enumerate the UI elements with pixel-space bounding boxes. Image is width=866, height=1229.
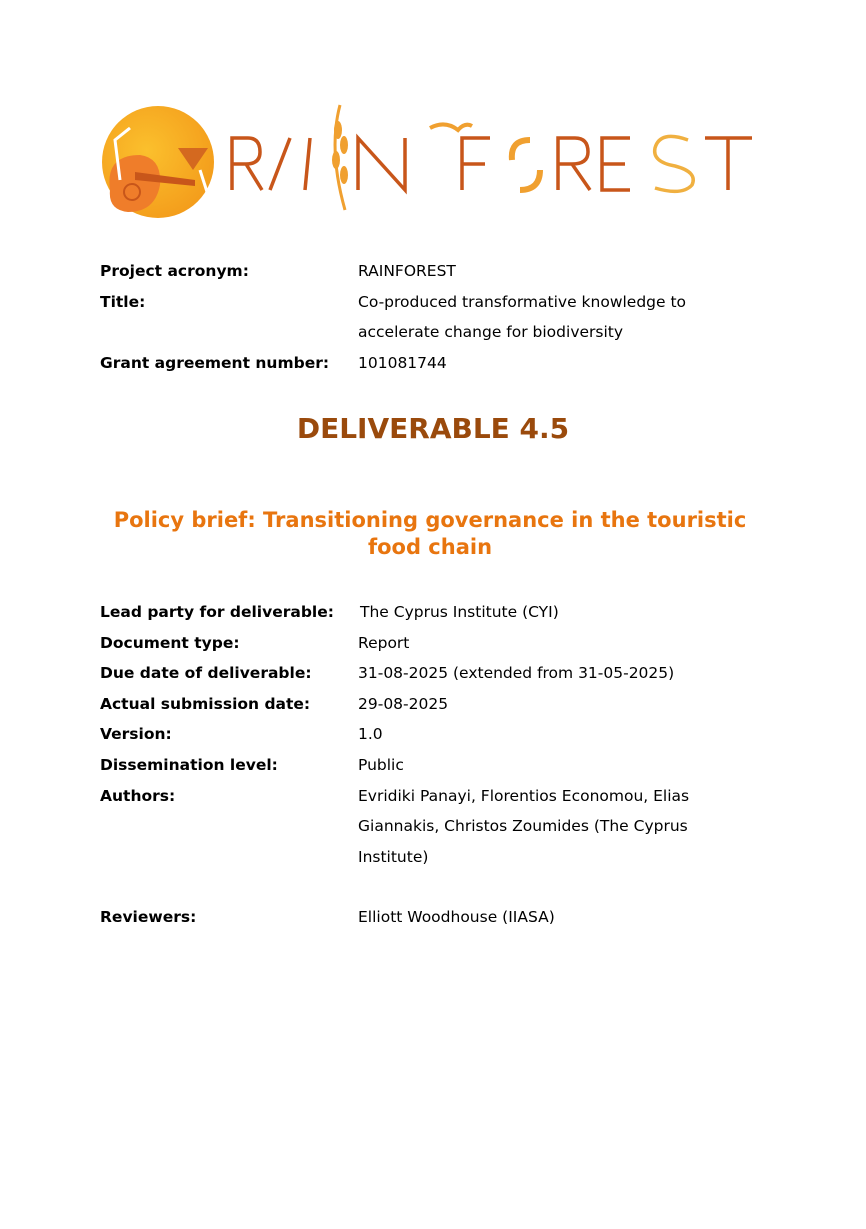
detail-row [100,658,700,689]
detail-row [100,750,700,781]
title-row [100,287,698,348]
deliverable-details-table [100,597,700,933]
project-info-table [100,256,698,378]
field-value: Report [358,633,410,652]
field-value: Co-produced transformative knowledge to accelerate change for biodiversity [358,292,687,342]
authors-row [100,781,700,873]
field-label: Due date of deliverable: [100,664,312,683]
field-label: Version: [100,725,172,744]
document-subtitle: Policy brief: Transitioning governance in the touristic food chain [113,508,747,559]
project-acronym-row [100,256,698,287]
detail-row [100,719,700,750]
field-value: 101081744 [358,353,447,372]
field-value: 31-08-2025 (extended from 31-05-2025) [358,664,675,683]
deliverable-title: DELIVERABLE 4.5 [296,412,570,445]
field-label: Dissemination level: [100,755,278,774]
field-label: Actual submission date: [100,694,311,713]
field-label: Lead party for deliverable: [100,603,334,621]
field-label: Authors: [100,786,176,805]
field-value: 1.0 [358,725,383,744]
detail-row [100,597,700,628]
field-value: RAINFOREST [358,262,456,280]
field-label: Document type: [100,633,240,652]
field-label: Title: [100,292,146,311]
detail-row [100,628,700,659]
field-label: Project acronym: [100,262,249,280]
field-value: Public [358,755,404,774]
detail-row [100,689,700,720]
reviewers-row [100,902,700,933]
rainforest-logo [100,100,760,220]
field-label: Grant agreement number: [100,353,330,372]
field-value: Elliott Woodhouse (IIASA) [358,908,555,927]
field-value: The Cyprus Institute (CYI) [360,603,559,621]
field-label: Reviewers: [100,908,197,927]
field-value: 29-08-2025 [358,694,449,713]
grant-number-row [100,348,698,379]
field-value: Evridiki Panayi, Florentios Economou, Elias Giannakis, Christos Zoumides (The Cyprus Institute) [358,786,690,866]
